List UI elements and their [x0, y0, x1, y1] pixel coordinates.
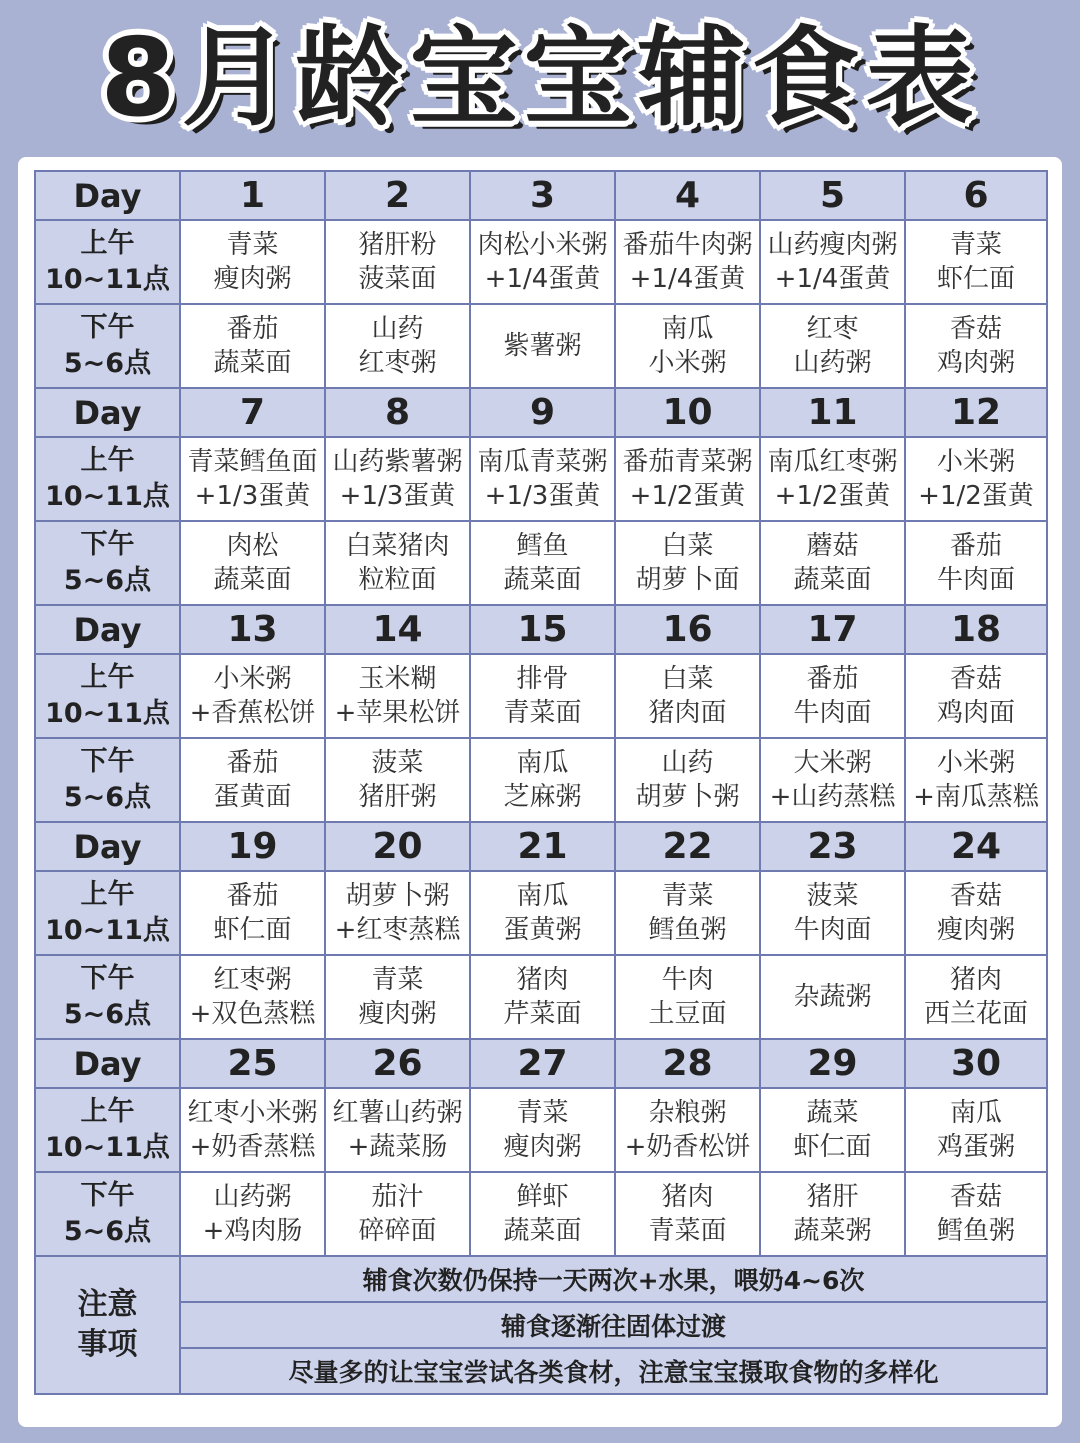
- meal-cell: [470, 871, 615, 955]
- meal-cell: [615, 437, 760, 521]
- cell-line: 猪肝粥: [358, 782, 437, 812]
- cell-line: 南瓜青菜粥: [477, 447, 608, 477]
- cell-line: 10~11点: [45, 698, 170, 729]
- evening-time-label: [35, 521, 180, 605]
- cell-line: 鸡蛋粥: [936, 1132, 1015, 1162]
- day-number: 16: [615, 605, 760, 654]
- meal-cell: [180, 955, 325, 1039]
- day-number: 26: [325, 1039, 470, 1088]
- cell-line: +南瓜蒸糕: [913, 782, 1039, 812]
- cell-line: 红枣粥: [358, 348, 437, 378]
- cell-line: 上午: [80, 662, 135, 693]
- day-number: 24: [905, 822, 1047, 871]
- cell-line: 猪肉: [516, 965, 569, 995]
- cell-line: 菠菜: [806, 881, 859, 911]
- cell-line: 下午: [80, 963, 135, 994]
- cell-line: 牛肉面: [793, 915, 872, 945]
- cell-line: 菠菜: [371, 748, 424, 778]
- cell-line: 番茄: [226, 748, 279, 778]
- cell-line: 青菜: [371, 965, 424, 995]
- meal-cell: [180, 654, 325, 738]
- cell-line: 事项: [77, 1327, 138, 1362]
- day-number: 5: [760, 171, 905, 220]
- day-number: 9: [470, 388, 615, 437]
- cell-line: 香菇: [949, 664, 1002, 694]
- cell-line: 肉松: [226, 531, 279, 561]
- day-number: 2: [325, 171, 470, 220]
- meal-cell: [760, 955, 905, 1039]
- meal-cell: [760, 871, 905, 955]
- cell-line: 胡萝卜面: [635, 565, 740, 595]
- cell-line: 蔬菜粥: [793, 1216, 872, 1246]
- cell-line: 山药粥: [793, 348, 872, 378]
- day-number: 25: [180, 1039, 325, 1088]
- meal-cell: [905, 437, 1047, 521]
- day-number: 22: [615, 822, 760, 871]
- cell-line: +1/3蛋黄: [484, 481, 601, 511]
- meal-cell: [760, 738, 905, 822]
- cell-line: 瘦肉粥: [358, 999, 437, 1029]
- cell-line: 5~6点: [63, 565, 152, 596]
- meal-cell: [760, 220, 905, 304]
- meal-cell: [615, 1088, 760, 1172]
- cell-line: 番茄: [226, 881, 279, 911]
- cell-line: 虾仁面: [793, 1132, 872, 1162]
- cell-line: 鸡肉面: [936, 698, 1015, 728]
- day-number: 8: [325, 388, 470, 437]
- cell-line: 蔬菜: [806, 1098, 859, 1128]
- cell-line: +1/2蛋黄: [629, 481, 746, 511]
- meal-cell: [615, 220, 760, 304]
- cell-line: 5~6点: [63, 1216, 152, 1247]
- cell-line: 芹菜面: [503, 999, 582, 1029]
- meal-cell: [760, 521, 905, 605]
- note-text: 辅食逐渐往固体过渡: [180, 1302, 1047, 1348]
- meal-cell: [470, 304, 615, 388]
- meal-cell: [325, 521, 470, 605]
- day-number: 15: [470, 605, 615, 654]
- cell-line: 小米粥: [936, 748, 1015, 778]
- cell-line: +1/4蛋黄: [629, 264, 746, 294]
- cell-line: 番茄牛肉粥: [622, 230, 753, 260]
- meal-cell: [615, 654, 760, 738]
- day-number: 21: [470, 822, 615, 871]
- cell-line: 山药瘦肉粥: [767, 230, 898, 260]
- morning-time-label: [35, 220, 180, 304]
- cell-line: 土豆面: [648, 999, 727, 1029]
- meal-cell: [615, 521, 760, 605]
- meal-cell: [470, 654, 615, 738]
- cell-line: 10~11点: [45, 915, 170, 946]
- cell-line: 牛肉面: [793, 698, 872, 728]
- cell-line: 粒粒面: [358, 565, 437, 595]
- meal-cell: [905, 955, 1047, 1039]
- meal-cell: [615, 304, 760, 388]
- cell-line: +奶香松饼: [624, 1132, 751, 1162]
- day-number: 20: [325, 822, 470, 871]
- morning-meal-row: [35, 654, 1047, 738]
- meal-table: [34, 170, 1048, 1395]
- cell-line: +苹果松饼: [334, 698, 461, 728]
- cell-line: 香菇: [949, 1182, 1002, 1212]
- meal-cell: [470, 521, 615, 605]
- meal-cell: [325, 437, 470, 521]
- cell-line: 鳕鱼: [516, 531, 569, 561]
- cell-line: 蛋黄面: [213, 782, 292, 812]
- day-header-row: [35, 822, 1047, 871]
- cell-line: 紫薯粥: [503, 331, 582, 361]
- cell-line: 玉米糊: [358, 664, 437, 694]
- cell-line: +1/4蛋黄: [774, 264, 891, 294]
- cell-line: 香菇: [949, 881, 1002, 911]
- meal-cell: [760, 654, 905, 738]
- cell-line: 山药: [371, 314, 424, 344]
- meal-cell: [470, 955, 615, 1039]
- cell-line: 肉松小米粥: [477, 230, 608, 260]
- note-row: [35, 1256, 1047, 1302]
- day-number: 10: [615, 388, 760, 437]
- cell-line: 蔬菜面: [503, 565, 582, 595]
- cell-line: 番茄青菜粥: [622, 447, 753, 477]
- cell-line: 蔬菜面: [503, 1216, 582, 1246]
- day-number: 7: [180, 388, 325, 437]
- meal-cell: [905, 220, 1047, 304]
- day-number: 11: [760, 388, 905, 437]
- morning-time-label: [35, 1088, 180, 1172]
- meal-cell: [905, 304, 1047, 388]
- cell-line: 小米粥: [936, 447, 1015, 477]
- day-number: 29: [760, 1039, 905, 1088]
- cell-line: 猪肉: [949, 965, 1002, 995]
- cell-line: 5~6点: [63, 999, 152, 1030]
- meal-cell: [905, 871, 1047, 955]
- cell-line: 虾仁面: [213, 915, 292, 945]
- cell-line: 牛肉面: [936, 565, 1015, 595]
- evening-meal-row: [35, 955, 1047, 1039]
- cell-line: 下午: [80, 529, 135, 560]
- meal-cell: [470, 738, 615, 822]
- cell-line: 山药: [661, 748, 714, 778]
- day-number: 30: [905, 1039, 1047, 1088]
- cell-line: 西兰花面: [923, 999, 1028, 1029]
- cell-line: 青菜鳕鱼面: [187, 447, 318, 477]
- cell-line: 番茄: [226, 314, 279, 344]
- day-number: 19: [180, 822, 325, 871]
- cell-line: 胡萝卜粥: [635, 782, 740, 812]
- cell-line: 南瓜: [516, 881, 569, 911]
- morning-time-label: [35, 437, 180, 521]
- morning-time-label: [35, 654, 180, 738]
- cell-line: +1/3蛋黄: [194, 481, 311, 511]
- cell-line: 小米粥: [648, 348, 727, 378]
- cell-line: 青菜: [949, 230, 1002, 260]
- meal-cell: [470, 437, 615, 521]
- cell-line: 蔬菜面: [793, 565, 872, 595]
- cell-line: 下午: [80, 312, 135, 343]
- day-label: Day: [35, 1039, 180, 1088]
- cell-line: 上午: [80, 445, 135, 476]
- meal-cell: [180, 1088, 325, 1172]
- cell-line: +1/2蛋黄: [918, 481, 1034, 511]
- day-header-row: [35, 388, 1047, 437]
- evening-time-label: [35, 1172, 180, 1256]
- day-number: 14: [325, 605, 470, 654]
- meal-cell: [905, 738, 1047, 822]
- meal-cell: [905, 1088, 1047, 1172]
- cell-line: 南瓜: [949, 1098, 1002, 1128]
- cell-line: 5~6点: [63, 782, 152, 813]
- cell-line: 鲜虾: [516, 1182, 569, 1212]
- cell-line: 红枣小米粥: [187, 1098, 318, 1128]
- meal-cell: [325, 220, 470, 304]
- meal-cell: [470, 1088, 615, 1172]
- cell-line: 虾仁面: [936, 264, 1015, 294]
- cell-line: 番茄: [949, 531, 1002, 561]
- day-label: Day: [35, 605, 180, 654]
- day-header-row: [35, 1039, 1047, 1088]
- cell-line: 牛肉: [661, 965, 714, 995]
- day-number: 4: [615, 171, 760, 220]
- note-text: 尽量多的让宝宝尝试各类食材，注意宝宝摄取食物的多样化: [180, 1348, 1047, 1394]
- cell-line: 10~11点: [45, 481, 170, 512]
- day-number: 12: [905, 388, 1047, 437]
- cell-line: 鳕鱼粥: [936, 1216, 1015, 1246]
- meal-cell: [760, 1088, 905, 1172]
- meal-cell: [180, 521, 325, 605]
- meal-cell: [470, 1172, 615, 1256]
- day-label: Day: [35, 388, 180, 437]
- cell-line: 猪肉: [661, 1182, 714, 1212]
- meal-cell: [180, 304, 325, 388]
- cell-line: 白菜: [661, 531, 714, 561]
- cell-line: 下午: [80, 746, 135, 777]
- cell-line: 芝麻粥: [503, 782, 582, 812]
- cell-line: 猪肉面: [648, 698, 727, 728]
- cell-line: 杂粮粥: [648, 1098, 727, 1128]
- cell-line: 瘦肉粥: [936, 915, 1015, 945]
- cell-line: 杂蔬粥: [793, 982, 872, 1012]
- cell-line: 上午: [80, 1096, 135, 1127]
- cell-line: 青菜: [516, 1098, 569, 1128]
- meal-cell: [760, 437, 905, 521]
- meal-cell: [180, 220, 325, 304]
- cell-line: +奶香蒸糕: [189, 1132, 316, 1162]
- cell-line: 番茄: [806, 664, 859, 694]
- day-number: 23: [760, 822, 905, 871]
- cell-line: 红薯山药粥: [332, 1098, 463, 1128]
- morning-time-label: [35, 871, 180, 955]
- day-number: 1: [180, 171, 325, 220]
- cell-line: 猪肝粉: [358, 230, 437, 260]
- cell-line: 红枣粥: [213, 965, 292, 995]
- meal-cell: [180, 437, 325, 521]
- day-number: 17: [760, 605, 905, 654]
- cell-line: +双色蒸糕: [189, 999, 316, 1029]
- cell-line: 菠菜面: [358, 264, 437, 294]
- cell-line: 红枣: [806, 314, 859, 344]
- meal-cell: [325, 1172, 470, 1256]
- day-number: 6: [905, 171, 1047, 220]
- cell-line: 南瓜红枣粥: [767, 447, 898, 477]
- cell-line: 白菜猪肉: [345, 531, 450, 561]
- meal-cell: [615, 955, 760, 1039]
- meal-cell: [905, 1172, 1047, 1256]
- meal-cell: [905, 521, 1047, 605]
- meal-cell: [180, 1172, 325, 1256]
- meal-cell: [615, 871, 760, 955]
- morning-meal-row: [35, 437, 1047, 521]
- cell-line: 排骨: [516, 664, 569, 694]
- cell-line: 注意: [77, 1287, 138, 1322]
- cell-line: 蔬菜面: [213, 565, 292, 595]
- evening-meal-row: [35, 738, 1047, 822]
- cell-line: +红枣蒸糕: [334, 915, 461, 945]
- cell-line: 青菜面: [648, 1216, 727, 1246]
- cell-line: +1/4蛋黄: [484, 264, 601, 294]
- cell-line: 5~6点: [63, 348, 152, 379]
- evening-time-label: [35, 304, 180, 388]
- cell-line: 南瓜: [661, 314, 714, 344]
- meal-cell: [615, 1172, 760, 1256]
- day-label: Day: [35, 171, 180, 220]
- cell-line: +香蕉松饼: [189, 698, 316, 728]
- cell-line: 青菜: [661, 881, 714, 911]
- cell-line: 上午: [80, 228, 135, 259]
- cell-line: 蔬菜面: [213, 348, 292, 378]
- day-number: 3: [470, 171, 615, 220]
- note-row: [35, 1302, 1047, 1348]
- cell-line: 瘦肉粥: [503, 1132, 582, 1162]
- meal-cell: [760, 1172, 905, 1256]
- cell-line: 10~11点: [45, 264, 170, 295]
- cell-line: 山药紫薯粥: [332, 447, 463, 477]
- cell-line: 鸡肉粥: [936, 348, 1015, 378]
- cell-line: 上午: [80, 879, 135, 910]
- meal-cell: [905, 654, 1047, 738]
- day-header-row: [35, 171, 1047, 220]
- cell-line: 香菇: [949, 314, 1002, 344]
- meal-cell: [325, 654, 470, 738]
- evening-meal-row: [35, 521, 1047, 605]
- meal-cell: [760, 304, 905, 388]
- cell-line: 大米粥: [793, 748, 872, 778]
- cell-line: 蘑菇: [806, 531, 859, 561]
- evening-time-label: [35, 955, 180, 1039]
- cell-line: 茄汁: [371, 1182, 424, 1212]
- morning-meal-row: [35, 871, 1047, 955]
- note-row: [35, 1348, 1047, 1394]
- meal-cell: [325, 955, 470, 1039]
- meal-cell: [180, 738, 325, 822]
- meal-cell: [615, 738, 760, 822]
- cell-line: 蛋黄粥: [503, 915, 582, 945]
- day-label: Day: [35, 822, 180, 871]
- cell-line: 山药粥: [213, 1182, 292, 1212]
- day-number: 13: [180, 605, 325, 654]
- notes-label: [35, 1256, 180, 1394]
- cell-line: +鸡肉肠: [202, 1216, 303, 1246]
- evening-meal-row: [35, 304, 1047, 388]
- day-number: 27: [470, 1039, 615, 1088]
- cell-line: 碎碎面: [358, 1216, 437, 1246]
- evening-time-label: [35, 738, 180, 822]
- meal-cell: [470, 220, 615, 304]
- cell-line: 下午: [80, 1180, 135, 1211]
- meal-cell: [325, 1088, 470, 1172]
- meal-cell: [325, 304, 470, 388]
- cell-line: +蔬菜肠: [347, 1132, 448, 1162]
- note-text: 辅食次数仍保持一天两次+水果，喂奶4~6次: [180, 1256, 1047, 1302]
- meal-cell: [325, 871, 470, 955]
- cell-line: 猪肝: [806, 1182, 859, 1212]
- cell-line: +1/2蛋黄: [774, 481, 891, 511]
- morning-meal-row: [35, 1088, 1047, 1172]
- cell-line: 小米粥: [213, 664, 292, 694]
- day-number: 28: [615, 1039, 760, 1088]
- day-header-row: [35, 605, 1047, 654]
- morning-meal-row: [35, 220, 1047, 304]
- cell-line: 南瓜: [516, 748, 569, 778]
- evening-meal-row: [35, 1172, 1047, 1256]
- page-title: 8月龄宝宝辅食表: [100, 16, 980, 141]
- cell-line: +山药蒸糕: [769, 782, 896, 812]
- cell-line: 青菜: [226, 230, 279, 260]
- meal-cell: [180, 871, 325, 955]
- day-number: 18: [905, 605, 1047, 654]
- cell-line: 青菜面: [503, 698, 582, 728]
- cell-line: 胡萝卜粥: [345, 881, 450, 911]
- cell-line: +1/3蛋黄: [339, 481, 456, 511]
- cell-line: 鳕鱼粥: [648, 915, 727, 945]
- cell-line: 白菜: [661, 664, 714, 694]
- cell-line: 瘦肉粥: [213, 264, 292, 294]
- meal-cell: [325, 738, 470, 822]
- cell-line: 10~11点: [45, 1132, 170, 1163]
